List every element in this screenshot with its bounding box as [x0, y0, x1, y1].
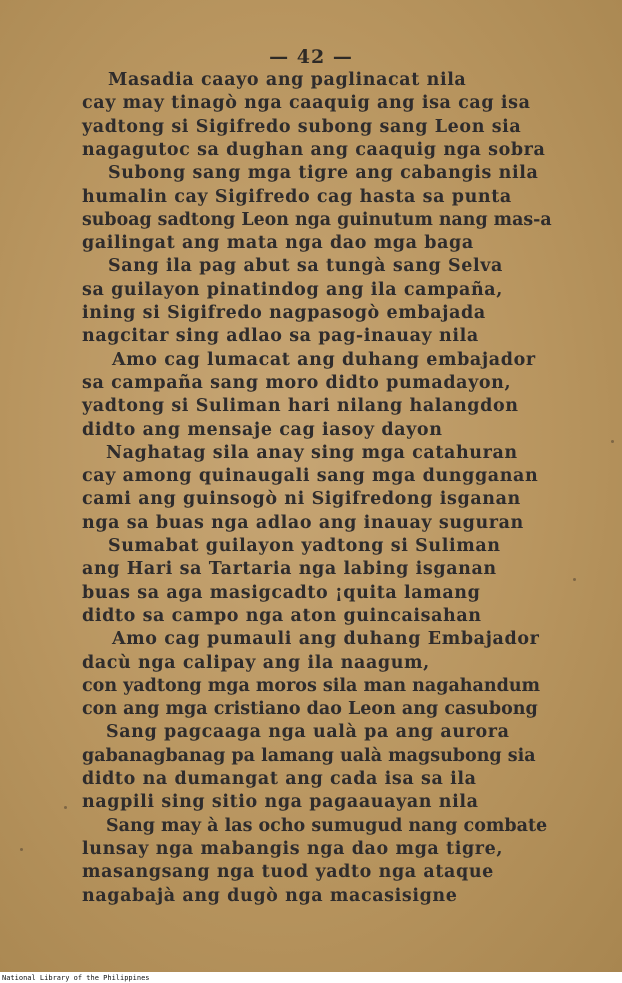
text-line: didto na dumangat ang cada isa sa ila [82, 769, 477, 789]
text-line: Sang may à las ocho sumugud nang combate [106, 815, 548, 836]
text-line: masangsang nga tuod yadto nga ataque [82, 862, 494, 883]
text-line: humalin cay Sigifredo cag hasta sa punta [82, 186, 512, 207]
page-number: — 42 — [269, 46, 353, 68]
paper-speck [64, 806, 67, 809]
text-line: buas sa aga masigcadto ¡quita lamang [82, 582, 481, 603]
paper-speck [20, 848, 23, 851]
text-line: Subong sang mga tigre ang cabangis nila [108, 163, 539, 184]
text-line: con yadtong mga moros sila man nagahandum [82, 675, 541, 696]
text-line: didto sa campo nga aton guincaisahan [82, 605, 482, 626]
text-line: cami ang guinsogò ni Sigifredong isganan [82, 489, 521, 510]
text-line: gabanagbanag pa lamang ualà magsubong sia [82, 745, 536, 766]
paper-speck [611, 440, 614, 443]
text-line: suboag sadtong Leon nga guinutum nang mas-a [82, 209, 552, 230]
text-line: nagagutoc sa dughan ang caaquig nga sobra [82, 139, 546, 160]
text-line: sa campaña sang moro didto pumadayon, [82, 372, 512, 393]
text-line: ang Hari sa Tartaria nga labing isganan [82, 559, 497, 580]
text-line: Amo cag pumauli ang duhang Embajador [112, 629, 540, 650]
paper-speck [573, 578, 576, 581]
text-line: gailingat ang mata nga dao mga baga [82, 233, 474, 254]
text-line: nga sa buas nga adlao ang inauay suguran [82, 512, 524, 533]
text-line: Sang pagcaaga nga ualà pa ang aurora [106, 722, 510, 743]
text-line: cay among quinaugali sang mga dungganan [82, 466, 539, 487]
text-line: Amo cag lumacat ang duhang embajador [112, 349, 536, 370]
text-line: nagpili sing sitio nga pagaauayan nila [82, 792, 479, 813]
text-line: Sumabat guilayon yadtong si Suliman [108, 536, 501, 556]
text-line: nagabajà ang dugò nga macasisigne [82, 885, 458, 906]
footer-credit: National Library of the Philippines [2, 974, 150, 982]
text-line: Naghatag sila anay sing mga catahuran [106, 442, 518, 463]
text-line: cay may tinagò nga caaquig ang isa cag isa [82, 93, 531, 114]
text-line: dacù nga calipay ang ila naagum, [82, 652, 430, 673]
text-line: yadtong si Sigifredo subong sang Leon sia [82, 116, 522, 137]
text-line: con ang mga cristiano dao Leon ang casubong [82, 699, 538, 720]
text-line: lunsay nga mabangis nga dao mga tigre, [82, 838, 504, 859]
text-line: ining si Sigifredo nagpasogò embajada [82, 303, 486, 323]
text-line: Sang ila pag abut sa tungà sang Selva [108, 256, 503, 277]
text-line: didto ang mensaje cag iasoy dayon [82, 419, 443, 440]
text-line: Masadia caayo ang paglinacat nila [108, 70, 467, 90]
text-line: nagcitar sing adlao sa pag-inauay nila [82, 326, 479, 347]
text-line: yadtong si Suliman hari nilang halangdon [82, 396, 519, 417]
text-line: sa guilayon pinatindog ang ila campaña, [82, 279, 503, 300]
